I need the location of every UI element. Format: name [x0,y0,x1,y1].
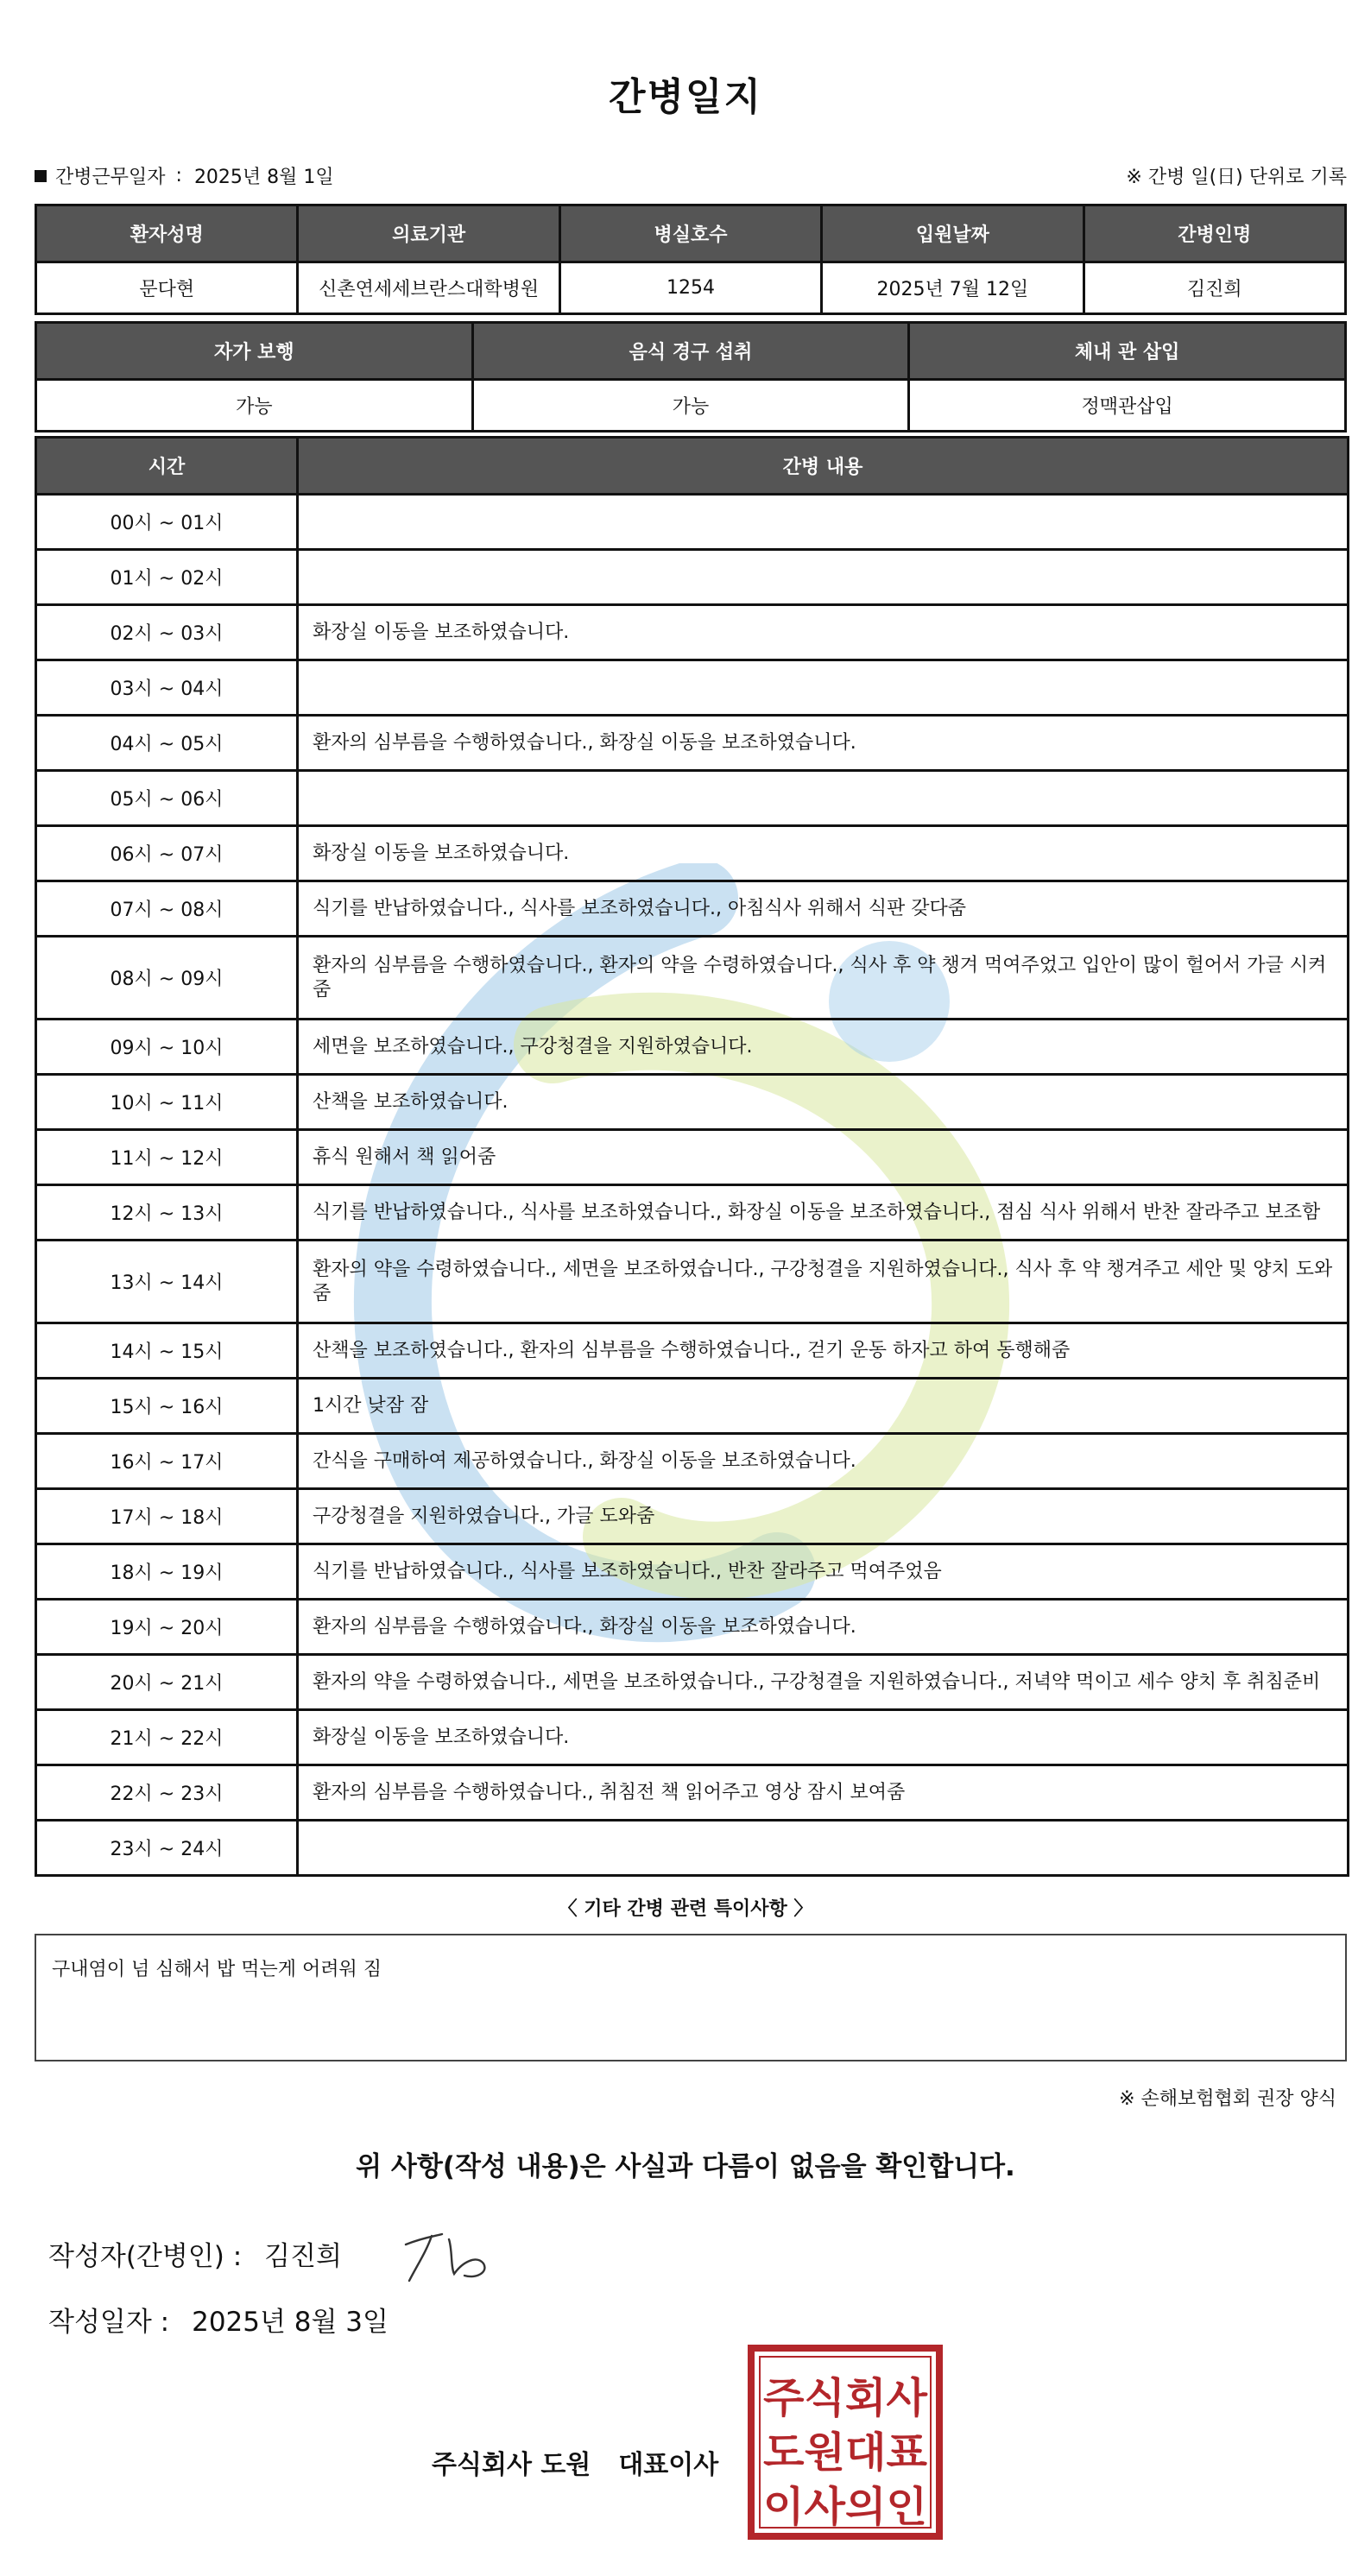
care-log-content: 산책을 보조하였습니다. [298,1075,1349,1130]
header-patient-name: 환자성명 [36,205,298,262]
care-log-time: 06시 ~ 07시 [36,826,298,881]
care-log-content: 환자의 심부름을 수행하였습니다., 화장실 이동을 보조하였습니다. [298,716,1349,771]
patient-info-value-row [36,262,1346,314]
care-log-row [36,1544,1349,1600]
care-log-content: 환자의 약을 수령하였습니다., 세면을 보조하였습니다., 구강청결을 지원하였습니다., 식사 후 약 챙겨주고 세안 및 양치 도와줌 [298,1241,1349,1323]
care-log-row [36,1821,1349,1876]
care-log-row [36,1489,1349,1544]
care-log-time: 23시 ~ 24시 [36,1821,298,1876]
company-name: 주식회사 도원 [432,2450,591,2480]
care-log-row [36,1765,1349,1821]
care-log-content [298,660,1349,716]
care-log-content: 화장실 이동을 보조하였습니다. [298,1710,1349,1765]
care-log-row [36,1185,1349,1241]
header-hospital: 의료기관 [298,205,559,262]
care-log-content: 화장실 이동을 보조하였습니다. [298,605,1349,660]
care-log-time: 05시 ~ 06시 [36,771,298,826]
care-log-content: 휴식 원해서 책 읽어줌 [298,1130,1349,1185]
admission-date: 2025년 7월 12일 [822,262,1084,314]
care-log-time: 08시 ~ 09시 [36,937,298,1020]
patient-status-table [35,321,1347,432]
colon-separator: : [175,165,182,186]
meta-row [35,162,1347,192]
care-log-content: 화장실 이동을 보조하였습니다. [298,826,1349,881]
care-log-time: 21시 ~ 22시 [36,1710,298,1765]
header-time: 시간 [36,438,298,495]
oral-intake-value: 가능 [472,380,909,432]
care-log-row [36,1075,1349,1130]
care-log-content: 식기를 반납하였습니다., 식사를 보조하였습니다., 아침식사 위해서 식판 갖다줌 [298,881,1349,937]
care-log-content: 식기를 반납하였습니다., 식사를 보조하였습니다., 화장실 이동을 보조하였습니다., 점심 식사 위해서 반찬 잘라주고 보조함 [298,1185,1349,1241]
room-number: 1254 [559,262,821,314]
care-log-content: 간식을 구매하여 제공하였습니다., 화장실 이동을 보조하였습니다. [298,1434,1349,1489]
svg-text:이사의인: 이사의인 [763,2483,927,2531]
tube-insertion-value: 정맥관삽입 [909,380,1346,432]
care-log-time: 18시 ~ 19시 [36,1544,298,1600]
care-log-time: 14시 ~ 15시 [36,1323,298,1379]
care-log-row [36,771,1349,826]
care-log-row [36,1710,1349,1765]
hospital-name: 신촌연세세브란스대학병원 [298,262,559,314]
header-care-content: 간병 내용 [298,438,1349,495]
confirmation-statement: 위 사항(작성 내용)은 사실과 다름이 없음을 확인합니다. [356,2151,1015,2182]
care-log-content: 산책을 보조하였습니다., 환자의 심부름을 수행하였습니다., 걷기 운동 하자고 하여 동행해줌 [298,1323,1349,1379]
care-log-row [36,1130,1349,1185]
care-log-time: 20시 ~ 21시 [36,1655,298,1710]
care-log-time: 17시 ~ 18시 [36,1489,298,1544]
care-log-time: 07시 ~ 08시 [36,881,298,937]
company-seal-stamp [748,2345,943,2540]
svg-text:주식회사: 주식회사 [763,2374,928,2422]
care-log-row [36,1379,1349,1434]
care-log-content [298,1821,1349,1876]
writer-label: 작성자(간병인) : [48,2241,243,2272]
care-log-time: 12시 ~ 13시 [36,1185,298,1241]
writer-name: 김진희 [264,2241,343,2272]
special-notes-box: 구내염이 넘 심해서 밥 먹는게 어려워 짐 [35,1934,1347,2061]
care-log-content: 환자의 심부름을 수행하였습니다., 취침전 책 읽어주고 영상 잠시 보여줌 [298,1765,1349,1821]
care-log-content: 환자의 약을 수령하였습니다., 세면을 보조하였습니다., 구강청결을 지원하였습니다., 저녁약 먹이고 세수 양치 후 취침준비 [298,1655,1349,1710]
care-log-row [36,937,1349,1020]
care-log-row [36,1323,1349,1379]
status-value-row [36,380,1346,432]
care-log-header-row [36,438,1349,495]
care-log-time: 03시 ~ 04시 [36,660,298,716]
care-log-row [36,1241,1349,1323]
unit-note: ※ 간병 일(日) 단위로 기록 [1126,167,1347,188]
header-oral-intake: 음식 경구 섭취 [472,323,909,380]
handwritten-signature [397,2210,492,2288]
header-tube-insertion: 체내 관 삽입 [909,323,1346,380]
care-log-time: 01시 ~ 02시 [36,550,298,605]
care-log-time: 15시 ~ 16시 [36,1379,298,1434]
care-log-time: 19시 ~ 20시 [36,1600,298,1655]
written-date-line [48,2300,389,2339]
care-log-content [298,771,1349,826]
care-log-content: 환자의 심부름을 수행하였습니다., 화장실 이동을 보조하였습니다. [298,1600,1349,1655]
written-date-label: 작성일자 : [48,2307,170,2338]
care-log-content: 환자의 심부름을 수행하였습니다., 환자의 약을 수령하였습니다., 식사 후 약 챙겨 먹여주었고 입안이 많이 헐어서 가글 시켜줌 [298,937,1349,1020]
care-log-content: 식기를 반납하였습니다., 식사를 보조하였습니다., 반찬 잘라주고 먹여주었음 [298,1544,1349,1600]
care-log-row [36,881,1349,937]
status-header-row [36,323,1346,380]
written-date-value: 2025년 8월 3일 [192,2307,389,2338]
representative-title: 대표이사 [618,2450,719,2480]
care-log-time: 00시 ~ 01시 [36,495,298,550]
bullet-square-icon [35,170,47,182]
care-log-row [36,550,1349,605]
care-log-table [35,436,1349,1877]
work-date-value: 2025년 8월 1일 [193,167,334,188]
care-log-time: 13시 ~ 14시 [36,1241,298,1323]
care-log-content: 구강청결을 지원하였습니다., 가글 도와줌 [298,1489,1349,1544]
care-log-row [36,1600,1349,1655]
header-self-walking: 자가 보행 [36,323,473,380]
care-log-time: 11시 ~ 12시 [36,1130,298,1185]
care-log-row [36,826,1349,881]
care-log-row [36,660,1349,716]
care-log-content: 세면을 보조하였습니다., 구강청결을 지원하였습니다. [298,1020,1349,1075]
self-walking-value: 가능 [36,380,473,432]
header-caregiver-name: 간병인명 [1084,205,1345,262]
header-admission-date: 입원날짜 [822,205,1084,262]
patient-name: 문다현 [36,262,298,314]
care-log-time: 22시 ~ 23시 [36,1765,298,1821]
care-log-row [36,1655,1349,1710]
care-log-row [36,1434,1349,1489]
header-room: 병실호수 [559,205,821,262]
care-log-time: 04시 ~ 05시 [36,716,298,771]
special-notes-title: 〈 기타 간병 관련 특이사항 〉 [558,1898,813,1920]
work-date [35,162,334,189]
form-source-note: ※ 손해보험협회 권장 양식 [1119,2088,1336,2110]
care-log-content [298,495,1349,550]
care-log-row [36,1020,1349,1075]
patient-info-table [35,204,1347,315]
care-log-row [36,605,1349,660]
company-line [432,2443,718,2481]
care-log-time: 16시 ~ 17시 [36,1434,298,1489]
care-log-row [36,495,1349,550]
care-log-time: 10시 ~ 11시 [36,1075,298,1130]
patient-info-header-row [36,205,1346,262]
page-title: 간병일지 [608,75,762,119]
caregiver-name: 김진희 [1084,262,1345,314]
work-date-label: 간병근무일자 [55,167,166,188]
care-log-content [298,550,1349,605]
care-log-time: 02시 ~ 03시 [36,605,298,660]
care-log-time: 09시 ~ 10시 [36,1020,298,1075]
writer-line [48,2234,342,2273]
svg-text:도원대표: 도원대표 [763,2428,928,2477]
care-log-content: 1시간 낮잠 잠 [298,1379,1349,1434]
care-log-row [36,716,1349,771]
